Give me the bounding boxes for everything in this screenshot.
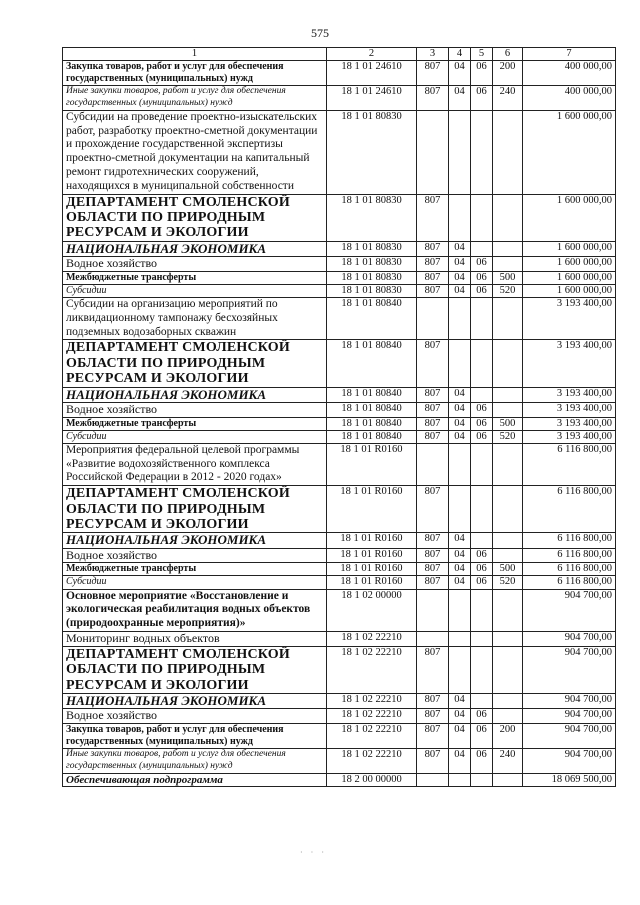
row-name-cell: ДЕПАРТАМЕНТ СМОЛЕНСКОЙ ОБЛАСТИ ПО ПРИРОДНЫМ РЕСУРСАМ И ЭКОЛОГИИ (63, 486, 327, 533)
row-section-cell (449, 631, 471, 646)
row-subsection-cell (471, 693, 493, 708)
row-dept-code-cell: 807 (417, 402, 449, 417)
row-section-cell: 04 (449, 749, 471, 774)
table-row (63, 533, 616, 548)
row-code-cell: 18 1 02 22210 (327, 724, 417, 749)
row-subsection-cell (471, 589, 493, 631)
row-amount-cell: 3 193 400,00 (523, 387, 616, 402)
row-dept-code-cell (417, 110, 449, 194)
row-code-cell: 18 1 01 80830 (327, 257, 417, 272)
row-subsection-cell: 06 (471, 257, 493, 272)
row-subsection-cell (471, 443, 493, 485)
row-section-cell (449, 297, 471, 339)
row-dept-code-cell: 807 (417, 563, 449, 576)
row-dept-code-cell (417, 443, 449, 485)
row-subsection-cell: 06 (471, 563, 493, 576)
table-row (63, 284, 616, 297)
row-dept-code-cell: 807 (417, 486, 449, 533)
row-expense-type-cell (493, 533, 523, 548)
row-name-cell: Мероприятия федеральной целевой программы «Развитие водохозяйственного комплекса Российской Федерации в 2012 - 2020 годах» (63, 443, 327, 485)
row-expense-type-cell: 500 (493, 271, 523, 284)
row-section-cell (449, 443, 471, 485)
row-name-cell: Водное хозяйство (63, 402, 327, 417)
row-expense-type-cell (493, 241, 523, 256)
row-code-cell: 18 1 01 80830 (327, 241, 417, 256)
row-amount-cell: 3 193 400,00 (523, 402, 616, 417)
row-expense-type-cell: 200 (493, 724, 523, 749)
row-expense-type-cell: 240 (493, 86, 523, 111)
row-section-cell: 04 (449, 417, 471, 430)
table-row (63, 443, 616, 485)
table-row (63, 417, 616, 430)
row-subsection-cell: 06 (471, 271, 493, 284)
row-dept-code-cell: 807 (417, 241, 449, 256)
table-row (63, 646, 616, 693)
row-code-cell: 18 1 02 00000 (327, 589, 417, 631)
row-amount-cell: 904 700,00 (523, 589, 616, 631)
row-code-cell: 18 1 01 R0160 (327, 563, 417, 576)
row-name-cell: ДЕПАРТАМЕНТ СМОЛЕНСКОЙ ОБЛАСТИ ПО ПРИРОДНЫМ РЕСУРСАМ И ЭКОЛОГИИ (63, 646, 327, 693)
row-section-cell: 04 (449, 709, 471, 724)
row-amount-cell: 904 700,00 (523, 724, 616, 749)
row-name-cell: Межбюджетные трансферты (63, 417, 327, 430)
header-cell: 7 (523, 48, 616, 61)
table-row (63, 340, 616, 387)
row-amount-cell: 1 600 000,00 (523, 241, 616, 256)
row-code-cell: 18 1 01 80840 (327, 387, 417, 402)
row-section-cell: 04 (449, 257, 471, 272)
row-name-cell: Иные закупки товаров, работ и услуг для обеспечения государственных (муниципальных) нужд (63, 86, 327, 111)
row-subsection-cell (471, 631, 493, 646)
row-code-cell: 18 1 01 R0160 (327, 443, 417, 485)
row-section-cell: 04 (449, 724, 471, 749)
row-code-cell: 18 1 02 22210 (327, 693, 417, 708)
row-expense-type-cell (493, 589, 523, 631)
table-row (63, 709, 616, 724)
row-dept-code-cell: 807 (417, 533, 449, 548)
row-section-cell: 04 (449, 533, 471, 548)
row-section-cell (449, 486, 471, 533)
row-dept-code-cell (417, 297, 449, 339)
row-subsection-cell (471, 387, 493, 402)
row-dept-code-cell: 807 (417, 284, 449, 297)
row-name-cell: НАЦИОНАЛЬНАЯ ЭКОНОМИКА (63, 387, 327, 402)
row-expense-type-cell (493, 194, 523, 241)
row-code-cell: 18 1 01 24610 (327, 86, 417, 111)
row-section-cell (449, 194, 471, 241)
header-cell: 3 (417, 48, 449, 61)
row-amount-cell: 904 700,00 (523, 693, 616, 708)
row-dept-code-cell: 807 (417, 693, 449, 708)
table-row (63, 194, 616, 241)
row-code-cell: 18 2 00 00000 (327, 773, 417, 787)
row-amount-cell: 6 116 800,00 (523, 486, 616, 533)
row-amount-cell: 904 700,00 (523, 749, 616, 774)
budget-table (62, 47, 616, 787)
row-dept-code-cell (417, 589, 449, 631)
row-subsection-cell (471, 297, 493, 339)
row-section-cell (449, 110, 471, 194)
row-amount-cell: 1 600 000,00 (523, 194, 616, 241)
row-code-cell: 18 1 01 80840 (327, 402, 417, 417)
row-amount-cell: 1 600 000,00 (523, 257, 616, 272)
table-row (63, 61, 616, 86)
row-section-cell: 04 (449, 402, 471, 417)
row-expense-type-cell: 520 (493, 430, 523, 443)
row-name-cell: Субсидии (63, 284, 327, 297)
row-dept-code-cell: 807 (417, 548, 449, 563)
row-expense-type-cell (493, 631, 523, 646)
row-amount-cell: 3 193 400,00 (523, 417, 616, 430)
row-amount-cell: 904 700,00 (523, 631, 616, 646)
table-row (63, 402, 616, 417)
row-code-cell: 18 1 01 R0160 (327, 548, 417, 563)
row-section-cell: 04 (449, 563, 471, 576)
row-expense-type-cell (493, 646, 523, 693)
row-dept-code-cell: 807 (417, 430, 449, 443)
table-row (63, 271, 616, 284)
row-name-cell: Закупка товаров, работ и услуг для обеспечения государственных (муниципальных) нужд (63, 61, 327, 86)
row-name-cell: Обеспечивающая подпрограмма (63, 773, 327, 787)
table-row (63, 486, 616, 533)
row-expense-type-cell (493, 693, 523, 708)
row-code-cell: 18 1 01 R0160 (327, 533, 417, 548)
row-expense-type-cell (493, 548, 523, 563)
row-amount-cell: 6 116 800,00 (523, 563, 616, 576)
table-row (63, 297, 616, 339)
row-subsection-cell (471, 194, 493, 241)
row-subsection-cell (471, 340, 493, 387)
row-dept-code-cell (417, 773, 449, 787)
table-row (63, 749, 616, 774)
row-subsection-cell: 06 (471, 548, 493, 563)
header-cell: 5 (471, 48, 493, 61)
row-section-cell: 04 (449, 548, 471, 563)
row-section-cell: 04 (449, 61, 471, 86)
row-dept-code-cell: 807 (417, 417, 449, 430)
table-row (63, 548, 616, 563)
row-expense-type-cell: 500 (493, 417, 523, 430)
row-subsection-cell: 06 (471, 417, 493, 430)
row-amount-cell: 6 116 800,00 (523, 443, 616, 485)
row-expense-type-cell: 200 (493, 61, 523, 86)
table-row (63, 631, 616, 646)
row-subsection-cell: 06 (471, 61, 493, 86)
row-section-cell: 04 (449, 693, 471, 708)
row-dept-code-cell: 807 (417, 61, 449, 86)
row-section-cell (449, 340, 471, 387)
header-cell: 4 (449, 48, 471, 61)
row-code-cell: 18 1 01 80840 (327, 297, 417, 339)
row-subsection-cell (471, 646, 493, 693)
table-row (63, 257, 616, 272)
row-amount-cell: 6 116 800,00 (523, 576, 616, 589)
row-name-cell: Иные закупки товаров, работ и услуг для обеспечения государственных (муниципальных) нужд (63, 749, 327, 774)
row-name-cell: Субсидии на организацию мероприятий по ликвидационному тампонажу бесхозяйных подземных водозаборных скважин (63, 297, 327, 339)
row-expense-type-cell (493, 297, 523, 339)
row-amount-cell: 904 700,00 (523, 646, 616, 693)
row-code-cell: 18 1 01 80840 (327, 340, 417, 387)
row-name-cell: НАЦИОНАЛЬНАЯ ЭКОНОМИКА (63, 693, 327, 708)
row-dept-code-cell: 807 (417, 646, 449, 693)
row-name-cell: Субсидии на проведение проектно-изыскательских работ, разработку проектно-сметной документации и прохождение государственной экспертизы проектно-сметной документации на капитальный ремонт гидротехнических сооружений, находящихся в муниципальной собственности (63, 110, 327, 194)
row-code-cell: 18 1 01 80840 (327, 430, 417, 443)
row-expense-type-cell (493, 402, 523, 417)
row-amount-cell: 3 193 400,00 (523, 340, 616, 387)
row-dept-code-cell: 807 (417, 724, 449, 749)
row-expense-type-cell: 520 (493, 576, 523, 589)
row-amount-cell: 400 000,00 (523, 86, 616, 111)
row-amount-cell: 3 193 400,00 (523, 430, 616, 443)
row-subsection-cell: 06 (471, 749, 493, 774)
row-code-cell: 18 1 01 80840 (327, 417, 417, 430)
table-row (63, 589, 616, 631)
row-code-cell: 18 1 01 80830 (327, 110, 417, 194)
table-row (63, 563, 616, 576)
row-subsection-cell: 06 (471, 576, 493, 589)
row-name-cell: Водное хозяйство (63, 548, 327, 563)
row-amount-cell: 6 116 800,00 (523, 548, 616, 563)
table-row (63, 693, 616, 708)
row-name-cell: Субсидии (63, 576, 327, 589)
row-code-cell: 18 1 02 22210 (327, 709, 417, 724)
row-expense-type-cell (493, 773, 523, 787)
row-expense-type-cell: 240 (493, 749, 523, 774)
row-section-cell: 04 (449, 271, 471, 284)
row-section-cell: 04 (449, 576, 471, 589)
table-row (63, 241, 616, 256)
row-name-cell: Межбюджетные трансферты (63, 271, 327, 284)
row-section-cell: 04 (449, 86, 471, 111)
page-number: 575 (311, 26, 329, 40)
row-code-cell: 18 1 02 22210 (327, 646, 417, 693)
row-section-cell (449, 589, 471, 631)
row-amount-cell: 6 116 800,00 (523, 533, 616, 548)
row-section-cell: 04 (449, 387, 471, 402)
table-row (63, 576, 616, 589)
row-name-cell: Водное хозяйство (63, 257, 327, 272)
row-code-cell: 18 1 02 22210 (327, 631, 417, 646)
row-amount-cell: 1 600 000,00 (523, 271, 616, 284)
row-dept-code-cell: 807 (417, 271, 449, 284)
table-row (63, 430, 616, 443)
row-expense-type-cell (493, 387, 523, 402)
row-dept-code-cell: 807 (417, 86, 449, 111)
row-code-cell: 18 1 01 80830 (327, 271, 417, 284)
header-cell: 6 (493, 48, 523, 61)
row-name-cell: Закупка товаров, работ и услуг для обеспечения государственных (муниципальных) нужд (63, 724, 327, 749)
row-dept-code-cell (417, 631, 449, 646)
row-section-cell: 04 (449, 430, 471, 443)
row-expense-type-cell (493, 709, 523, 724)
row-dept-code-cell: 807 (417, 709, 449, 724)
header-cell: 1 (63, 48, 327, 61)
row-expense-type-cell: 520 (493, 284, 523, 297)
row-code-cell: 18 1 01 R0160 (327, 576, 417, 589)
row-expense-type-cell: 500 (493, 563, 523, 576)
row-amount-cell: 3 193 400,00 (523, 297, 616, 339)
row-amount-cell: 1 600 000,00 (523, 284, 616, 297)
row-code-cell: 18 1 01 24610 (327, 61, 417, 86)
table-row (63, 110, 616, 194)
scan-marks: · · · (300, 848, 327, 857)
row-dept-code-cell: 807 (417, 749, 449, 774)
row-subsection-cell: 06 (471, 430, 493, 443)
row-expense-type-cell (493, 340, 523, 387)
row-expense-type-cell (493, 257, 523, 272)
row-section-cell: 04 (449, 241, 471, 256)
row-subsection-cell: 06 (471, 86, 493, 111)
table-row (63, 387, 616, 402)
row-name-cell: Водное хозяйство (63, 709, 327, 724)
row-amount-cell: 1 600 000,00 (523, 110, 616, 194)
row-section-cell (449, 773, 471, 787)
row-section-cell: 04 (449, 284, 471, 297)
row-name-cell: Мониторинг водных объектов (63, 631, 327, 646)
row-name-cell: НАЦИОНАЛЬНАЯ ЭКОНОМИКА (63, 533, 327, 548)
row-code-cell: 18 1 01 R0160 (327, 486, 417, 533)
row-name-cell: ДЕПАРТАМЕНТ СМОЛЕНСКОЙ ОБЛАСТИ ПО ПРИРОДНЫМ РЕСУРСАМ И ЭКОЛОГИИ (63, 340, 327, 387)
row-section-cell (449, 646, 471, 693)
row-name-cell: НАЦИОНАЛЬНАЯ ЭКОНОМИКА (63, 241, 327, 256)
row-dept-code-cell: 807 (417, 340, 449, 387)
table-row (63, 773, 616, 787)
row-dept-code-cell: 807 (417, 257, 449, 272)
row-amount-cell: 400 000,00 (523, 61, 616, 86)
row-expense-type-cell (493, 110, 523, 194)
table-row (63, 86, 616, 111)
row-dept-code-cell: 807 (417, 576, 449, 589)
row-expense-type-cell (493, 443, 523, 485)
row-subsection-cell (471, 486, 493, 533)
row-code-cell: 18 1 02 22210 (327, 749, 417, 774)
header-cell: 2 (327, 48, 417, 61)
row-subsection-cell: 06 (471, 724, 493, 749)
row-subsection-cell: 06 (471, 402, 493, 417)
row-name-cell: Межбюджетные трансферты (63, 563, 327, 576)
row-amount-cell: 18 069 500,00 (523, 773, 616, 787)
row-subsection-cell (471, 533, 493, 548)
row-subsection-cell: 06 (471, 709, 493, 724)
header-row (63, 48, 616, 61)
row-subsection-cell (471, 773, 493, 787)
table-row (63, 724, 616, 749)
row-code-cell: 18 1 01 80830 (327, 284, 417, 297)
row-subsection-cell (471, 241, 493, 256)
row-name-cell: ДЕПАРТАМЕНТ СМОЛЕНСКОЙ ОБЛАСТИ ПО ПРИРОДНЫМ РЕСУРСАМ И ЭКОЛОГИИ (63, 194, 327, 241)
row-amount-cell: 904 700,00 (523, 709, 616, 724)
row-expense-type-cell (493, 486, 523, 533)
row-subsection-cell (471, 110, 493, 194)
row-name-cell: Основное мероприятие «Восстановление и экологическая реабилитация водных объектов (природоохранные мероприятия)» (63, 589, 327, 631)
row-name-cell: Субсидии (63, 430, 327, 443)
row-dept-code-cell: 807 (417, 387, 449, 402)
row-code-cell: 18 1 01 80830 (327, 194, 417, 241)
row-dept-code-cell: 807 (417, 194, 449, 241)
row-subsection-cell: 06 (471, 284, 493, 297)
